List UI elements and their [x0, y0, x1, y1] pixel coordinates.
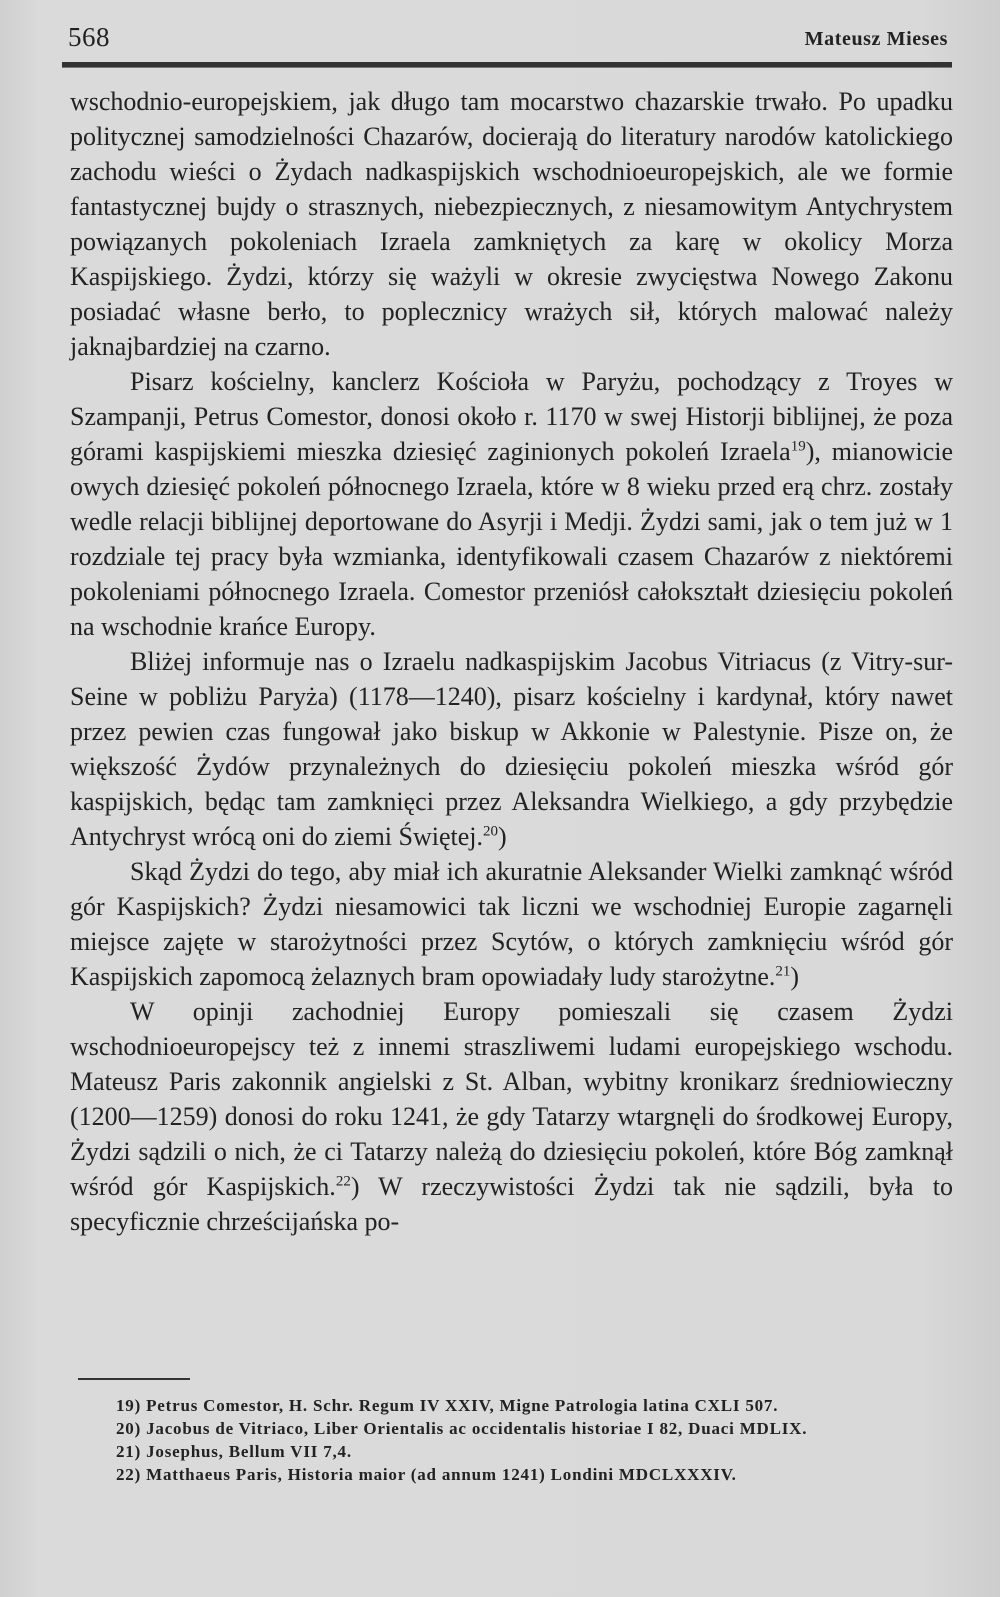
- footnote-separator: [78, 1378, 190, 1380]
- footnote-20: 20) Jacobus de Vitriaco, Liber Orientalis ac occidentalis historiae I 82, Duaci MDLIX.: [116, 1419, 808, 1438]
- header-rule: [62, 62, 952, 68]
- running-head: Mateusz Mieses: [804, 28, 948, 50]
- footnotes: [76, 1394, 953, 1486]
- paragraph-4: Skąd Żydzi do tego, aby miał ich akuratnie Aleksander Wielki zamknąć wśród gór Kaspijskich? Żydzi niesamowici tak liczni we wschodniej Europie zagarnęli miejsce zajęte w starożytności przez Scytów, o których zamknięciu wśród gór Kaspijskich zapomocą żelaznych bram opowiadały ludy starożytne.$^{21}$): [70, 857, 953, 991]
- paragraph-2: Pisarz kościelny, kanclerz Kościoła w Paryżu, pochodzący z Troyes w Szampanji, Petrus Comestor, donosi około r. 1170 w swej Historji biblijnej, że poza górami kaspijskiemi mieszka dziesięć zaginionych pokoleń Izraela$^{19}$), mianowicie owych dziesięć pokoleń północnego Izraela, które w 8 wieku przed erą chrz. zostały wedle relacji biblijnej deportowane do Asyrji i Medji. Żydzi sami, jak o tem już w 1 rozdziale tej pracy była wzmianka, identyfikowali czasem Chazarów z niektóremi pokoleniami północnego Izraela. Comestor przeniósł całokształt dziesięciu pokoleń na wschodnie krańce Europy.: [70, 367, 953, 641]
- footnote-19: 19) Petrus Comestor, H. Schr. Regum IV XXIV, Migne Patrologia latina CXLI 507.: [116, 1396, 779, 1415]
- footnote-21: 21) Josephus, Bellum VII 7,4.: [116, 1442, 352, 1461]
- paragraph-1: wschodnio-europejskiem, jak długo tam mocarstwo chazarskie trwało. Po upadku politycznej samodzielności Chazarów, docierają do literatury narodów katolickiego zachodu wieści o Żydach nadkaspijskich wschodnioeuropejskich, ale we formie fantastycznej bujdy o strasznych, niebezpiecznych, z niesamowitym Antychrystem powiązanych pokoleniach Izraela zamkniętych za karę w okolicy Morza Kaspijskiego. Żydzi, którzy się ważyli w okresie zwycięstwa Nowego Zakonu posiadać własne berło, to poplecznicy wrażych sił, których malować należy jaknajbardziej na czarno.: [70, 87, 953, 361]
- page-number: 568: [68, 22, 110, 52]
- footnote-22: 22) Matthaeus Paris, Historia maior (ad annum 1241) Londini MDCLXXXIV.: [116, 1465, 737, 1484]
- footnote-ref-22[interactable]: 22: [335, 1173, 351, 1190]
- paragraph-3: Bliżej informuje nas o Izraelu nadkaspijskim Jacobus Vitriacus (z Vitry-sur-Seine w pobliżu Paryża) (1178—1240), pisarz kościelny i kardynał, który nawet przez pewien czas fungował jako biskup w Akkonie w Palestynie. Pisze on, że większość Żydów przynależnych do dziesięciu pokoleń mieszka wśród gór kaspijskich, będąc tam zamknięci przez Aleksandra Wielkiego, a gdy przybędzie Antychryst wrócą oni do ziemi Świętej.$^{20}$): [70, 647, 953, 851]
- page-header: [62, 22, 952, 62]
- footnote-ref-21[interactable]: 21: [775, 963, 791, 980]
- footnote-ref-19[interactable]: 19: [790, 438, 806, 455]
- paragraph-5: W opinji zachodniej Europy pomieszali się czasem Żydzi wschodnioeuropejscy też z innemi straszliwemi ludami europejskiego wschodu. Mateusz Paris zakonnik angielski z St. Alban, wybitny kronikarz średniowieczny (1200—1259) donosi do roku 1241, że gdy Tatarzy wtargnęli do środkowej Europy, Żydzi sądzili o nich, że ci Tatarzy należą do dziesięciu pokoleń, które Bóg zamknął wśród gór Kaspijskich.$^{22}$) W rzeczywistości Żydzi tak nie sądzili, była to specyficznie chrześcijańska po-: [70, 997, 953, 1236]
- body-text: [70, 84, 953, 1239]
- footnote-ref-20[interactable]: 20: [483, 823, 499, 840]
